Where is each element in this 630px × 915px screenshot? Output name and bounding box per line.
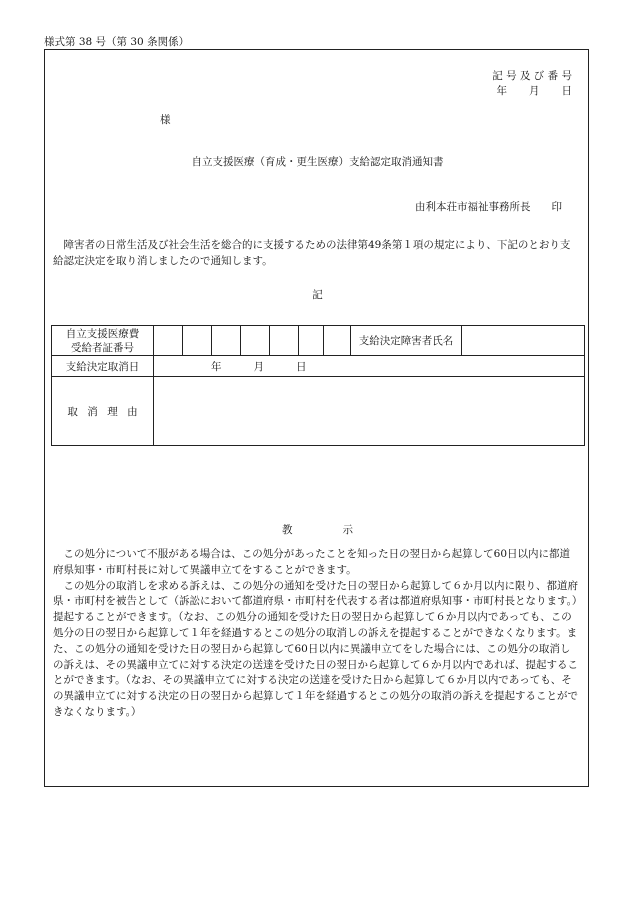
cert-digit-cell[interactable] xyxy=(154,326,183,356)
issuer: 由利本荘市福祉事務所長 印 xyxy=(415,201,562,213)
cert-digit-cell[interactable] xyxy=(183,326,212,356)
recipient-name-field[interactable] xyxy=(462,326,585,356)
date-month: 月 xyxy=(529,85,540,97)
instruction-heading xyxy=(45,522,590,537)
cert-number-label-line2: 受給者証番号 xyxy=(71,341,134,354)
issue-date xyxy=(497,83,573,98)
instruction-text xyxy=(53,547,580,721)
cancel-date-label: 支給決定取消日 xyxy=(52,356,154,377)
details-table xyxy=(51,325,585,446)
instruction-paragraph: この処分について不服がある場合は、この処分があったことを知った日の翌日から起算して60日以内に都道府県知事・市町村長に対して異議申立てをすることができます。 xyxy=(53,548,571,576)
cert-number-label xyxy=(52,326,154,356)
cancel-date-field[interactable] xyxy=(154,356,585,377)
cert-digit-cell[interactable] xyxy=(212,326,241,356)
form-number: 様式第 38 号（第 30 条関係） xyxy=(44,36,190,48)
reason-label: 取消理由 xyxy=(52,377,154,446)
addressee-suffix: 様 xyxy=(160,114,171,126)
document-number-label: 記 号 及 び 番 号 xyxy=(492,70,572,82)
cert-digit-cell[interactable] xyxy=(299,326,324,356)
instruction-heading-char2: 示 xyxy=(342,524,353,536)
cancel-date-month: 月 xyxy=(253,360,264,373)
date-day: 日 xyxy=(561,85,572,97)
instruction-paragraph: この処分の取消しを求める訴えは、この処分の通知を受けた日の翌日から起算して６か月以内に限り、都道府県・市町村を被告として（訴訟において都道府県・市町村を代表する者は都道府県知事・市町村長となります。）提起することができます。（なお、この処分の通知を受けた日の翌日から起算して６か月以内であっても、この処分の日の翌日から起算して１年を経過するとこの処分の取消しの訴えを提起することができなくなります。また、この処分の通知を受けた日の翌日から起算して60日以内に異議申立てをした場合には、この処分の取消しの訴えは、その異議申立てに対する決定の送達を受けた日の翌日から起算して６か月以内であれば、提起することができます。（なお、その異議申立てに対する決定の送達を受けた日から起算して６か月以内であっても、その異議申立てに対する決定の日の翌日から起算して１年を経過するとこの処分の取消の訴えを提起することができなくなります。） xyxy=(53,579,578,718)
instruction-heading-char1: 教 xyxy=(282,524,293,536)
document-title: 自立支援医療（育成・更生医療）支給認定取消通知書 xyxy=(191,156,444,168)
cert-number-label-line1: 自立支援医療費 xyxy=(65,327,140,340)
cert-digit-cell[interactable] xyxy=(324,326,351,356)
cert-digit-cell[interactable] xyxy=(241,326,270,356)
recipient-name-label: 支給決定障害者氏名 xyxy=(351,326,462,356)
cert-digit-cell[interactable] xyxy=(270,326,299,356)
document-frame xyxy=(44,49,589,787)
ki-heading: 記 xyxy=(312,289,323,301)
body-text: 障害者の日常生活及び社会生活を総合的に支援するための法律第49条第１項の規定により、下記のとおり支給認定決定を取り消しましたので通知します。 xyxy=(53,239,571,267)
cancel-date-day: 日 xyxy=(296,360,307,373)
cancel-date-year: 年 xyxy=(211,360,222,373)
reason-field[interactable] xyxy=(154,377,585,446)
date-year: 年 xyxy=(496,85,507,97)
